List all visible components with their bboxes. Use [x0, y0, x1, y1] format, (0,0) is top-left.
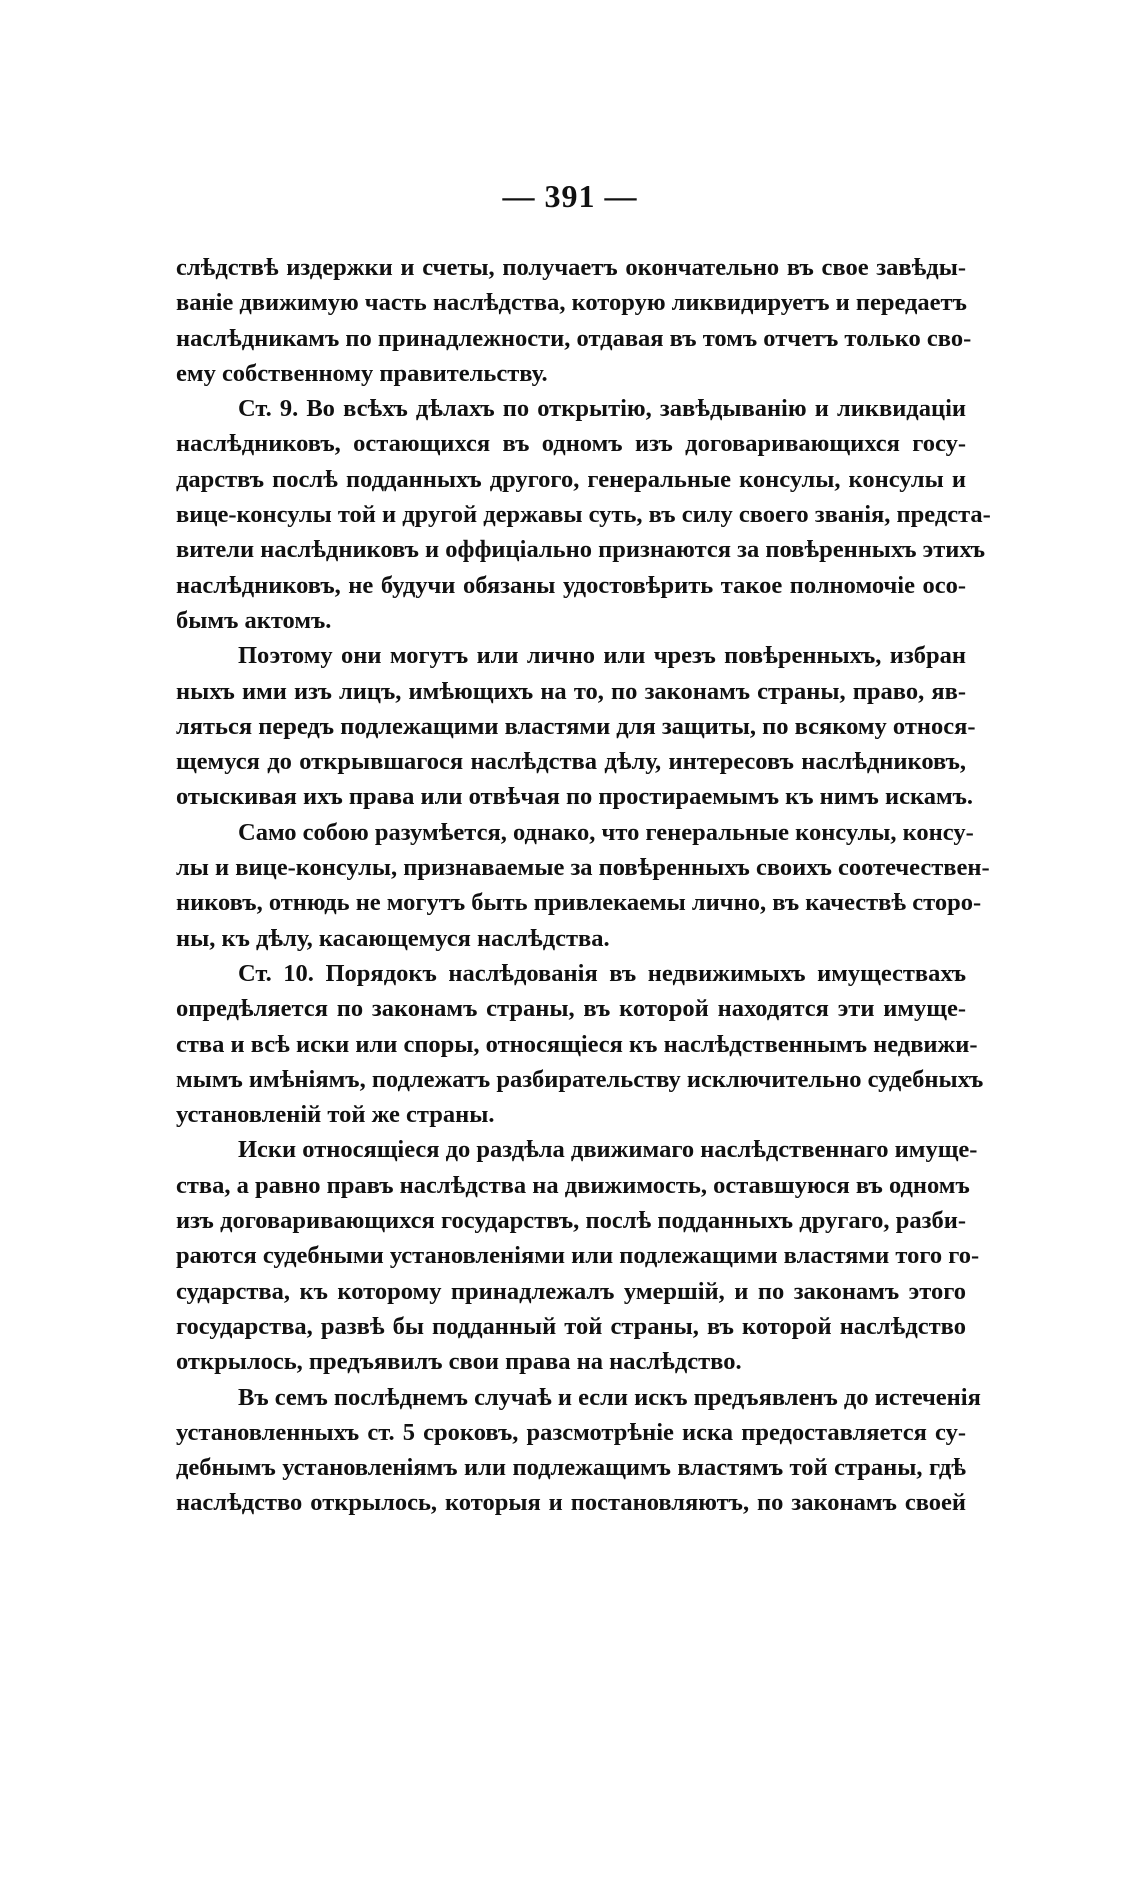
paragraph-article-9 — [176, 391, 991, 638]
paragraph — [176, 250, 972, 391]
text-line: государства, развѣ бы подданный той страны, въ которой наслѣдство — [176, 1312, 966, 1340]
text-line: дарствъ послѣ подданныхъ другого, генеральные консулы, консулы и — [176, 465, 966, 493]
text-line: вице-консулы той и другой державы суть, въ силу своего званія, предста- — [176, 501, 991, 529]
text-line: наслѣдство открылось, которыя и постановляютъ, по законамъ своей — [176, 1489, 966, 1517]
text-line: наслѣдникамъ по принадлежности, отдавая въ томъ отчетъ только сво- — [176, 324, 972, 352]
text-line: ваніе движимую часть наслѣдства, которую ликвидируетъ и передаетъ — [176, 289, 967, 317]
text-line: установленій той же страны. — [176, 1101, 495, 1129]
text-line: слѣдствѣ издержки и счеты, получаетъ окончательно въ свое завѣды- — [176, 254, 966, 281]
paragraph — [176, 1380, 981, 1521]
text-line: бымъ актомъ. — [176, 606, 332, 634]
text-line: раются судебными установленіями или подлежащими властями того го- — [176, 1242, 980, 1270]
text-line: ляться передъ подлежащими властями для защиты, по всякому относя- — [176, 712, 976, 740]
paragraph-article-10 — [176, 956, 984, 1132]
text-line: ства и всѣ иски или споры, относящіеся къ наслѣдственнымъ недвижи- — [176, 1030, 978, 1058]
text-line: Ст. 10. Порядокъ наслѣдованія въ недвижимыхъ имуществахъ — [238, 959, 966, 987]
paragraph — [176, 638, 976, 814]
text-line: наслѣдниковъ, остающихся въ одномъ изъ договаривающихся госу- — [176, 430, 966, 458]
text-line: Само собою разумѣется, однако, что генеральные консулы, консу- — [238, 818, 974, 846]
text-line: сударства, къ которому принадлежалъ умершій, и по законамъ этого — [176, 1277, 966, 1305]
text-line: открылось, предъявилъ свои права на наслѣдство. — [176, 1348, 742, 1376]
text-line: Въ семъ послѣднемъ случаѣ и если искъ предъявленъ до истеченія — [238, 1383, 981, 1411]
text-line: лы и вице-консулы, признаваемые за повѣренныхъ своихъ соотечествен- — [176, 854, 990, 882]
text-line: Поэтому они могутъ или лично или чрезъ повѣренныхъ, избран — [238, 642, 966, 670]
page-body-text — [176, 250, 991, 1521]
text-line: установленныхъ ст. 5 сроковъ, разсмотрѣніе иска предоставляется су- — [176, 1418, 966, 1446]
text-line: щемуся до открывшагося наслѣдства дѣлу, интересовъ наслѣдниковъ, — [176, 748, 966, 776]
text-line: наслѣдниковъ, не будучи обязаны удостовѣрить такое полномочіе осо- — [176, 571, 966, 599]
text-line: никовъ, отнюдь не могутъ быть привлекаемы лично, въ качествѣ сторо- — [176, 889, 982, 917]
text-line: Ст. 9. Во всѣхъ дѣлахъ по открытію, завѣдыванію и ликвидаціи — [238, 395, 966, 423]
text-line: опредѣляется по законамъ страны, въ которой находятся эти имуще- — [176, 995, 966, 1023]
text-line: вители наслѣдниковъ и оффиціально признаются за повѣренныхъ этихъ — [176, 536, 986, 564]
page-number: — 391 — — [502, 178, 638, 214]
text-line: мымъ имѣніямъ, подлежатъ разбирательству исключительно судебныхъ — [176, 1065, 984, 1093]
text-line: Иски относящіеся до раздѣла движимаго наслѣдственнаго имуще- — [238, 1136, 978, 1164]
paragraph — [176, 815, 990, 956]
paragraph — [176, 1132, 980, 1379]
text-line: отыскивая ихъ права или отвѣчая по простираемымъ къ нимъ искамъ. — [176, 783, 974, 811]
text-line: дебнымъ установленіямъ или подлежащимъ властямъ той страны, гдѣ — [176, 1454, 966, 1482]
text-line: ему собственному правительству. — [176, 359, 548, 387]
text-line: ны, къ дѣлу, касающемуся наслѣдства. — [176, 924, 610, 952]
text-line: ства, а равно правъ наслѣдства на движимость, оставшуюся въ одномъ — [176, 1171, 970, 1199]
text-line: ныхъ ими изъ лицъ, имѣющихъ на то, по законамъ страны, право, яв- — [176, 677, 966, 705]
text-line: изъ договаривающихся государствъ, послѣ подданныхъ другаго, разби- — [176, 1207, 966, 1235]
